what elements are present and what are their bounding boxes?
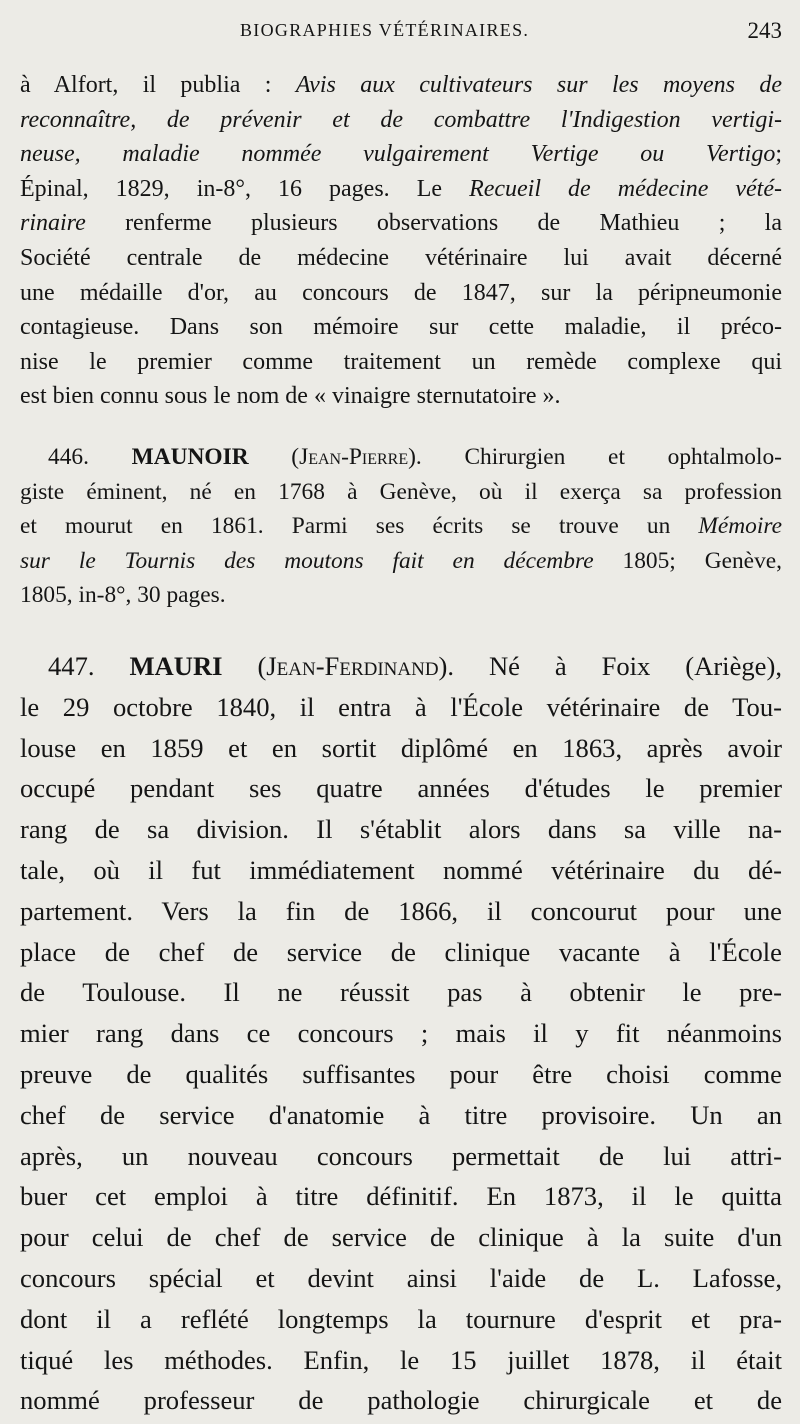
paragraph-mathieu-continuation	[20, 68, 782, 414]
text-line: contagieuse. Dans son mémoire sur cette maladie, il préco-	[20, 314, 782, 341]
text-line: nommé professeur de pathologie chirurgicale et de	[20, 1385, 782, 1416]
line-text: Épinal, 1829, in-8°, 16 pages. Le	[20, 175, 470, 202]
entry-446-maunoir	[20, 440, 782, 613]
text-line: partement. Vers la fin de 1866, il concourut pour une	[20, 895, 782, 926]
entry-heading-line	[20, 646, 782, 687]
text-line: giste éminent, né en 1768 à Genève, où il exerça sa profession	[20, 478, 782, 505]
text-line: occupé pendant ses quatre années d'études le premier	[20, 773, 782, 804]
entry-forename: (Jean-Ferdinand)	[257, 651, 448, 681]
text-line: Société centrale de médecine vétérinaire lui avait décerné	[20, 244, 782, 271]
text-line: concours spécial et devint ainsi l'aide de L. Lafosse,	[20, 1262, 782, 1293]
book-title-text: neuse, maladie nommée vulgairement Vertige ou Vertigo	[20, 141, 776, 168]
text-line: rang de sa division. Il s'établit alors dans sa ville na-	[20, 814, 782, 845]
text-line: une médaille d'or, au concours de 1847, sur la péripneumonie	[20, 279, 782, 306]
text-line	[20, 509, 782, 544]
text-line: place de chef de service de clinique vacante à l'École	[20, 936, 782, 967]
book-title-text: Avis aux cultivateurs sur les moyens de	[295, 72, 782, 98]
entry-number: 447.	[48, 651, 95, 681]
entry-name: MAURI	[129, 651, 223, 681]
text-line: mier rang dans ce concours ; mais il y fit néanmoins	[20, 1018, 782, 1049]
text-line: tale, où il fut immédiatement nommé vétérinaire du dé-	[20, 854, 782, 885]
entry-name: MAUNOIR	[131, 444, 249, 470]
entry-number: 446.	[48, 444, 89, 470]
text-line: tiqué les méthodes. Enfin, le 15 juillet 1878, il était	[20, 1344, 782, 1375]
text-line	[20, 544, 782, 579]
line-text: et mourut en 1861. Parmi ses écrits se trouve un	[20, 513, 699, 540]
page-number: 243	[747, 18, 782, 43]
text-line: 1805, in-8°, 30 pages.	[20, 582, 226, 609]
text-line: le 29 octobre 1840, il entra à l'École vétérinaire de Tou-	[20, 691, 782, 722]
book-title-text: Mémoire	[698, 513, 782, 540]
running-title: BIOGRAPHIES VÉTÉRINAIRES.	[240, 20, 530, 40]
text-line: preuve de qualités suffisantes pour être choisi comme	[20, 1058, 782, 1089]
text-line	[20, 103, 782, 138]
text-line: chef de service d'anatomie à titre provisoire. Un an	[20, 1099, 782, 1130]
text-line: pour celui de chef de service de clinique à la suite d'un	[20, 1222, 782, 1253]
entry-447-mauri	[20, 646, 782, 1421]
entry-heading-line	[20, 440, 782, 475]
line-text: à Alfort, il publia :	[20, 72, 296, 98]
text-line: dont il a reflété longtemps la tournure d'esprit et pra-	[20, 1303, 782, 1334]
line-text: ;	[775, 141, 782, 168]
text-line	[20, 206, 782, 241]
text-line: de Toulouse. Il ne réussit pas à obtenir le pre-	[20, 977, 782, 1008]
running-head	[20, 18, 782, 48]
book-title-text: Recueil de médecine vété-	[469, 175, 782, 202]
text-line	[20, 137, 782, 172]
text-line: est bien connu sous le nom de « vinaigre sternutatoire ».	[20, 383, 561, 410]
text-line	[20, 172, 782, 207]
text-line: buer cet emploi à titre définitif. En 1873, il le quitta	[20, 1181, 782, 1212]
line-text: renferme plusieurs observations de Mathieu ; la	[85, 210, 782, 237]
text-line: nise le premier comme traitement un remède complexe qui	[20, 348, 782, 375]
text-line	[20, 68, 782, 103]
entry-forename: (Jean-Pierre)	[291, 444, 416, 470]
book-title-text: rinaire	[20, 210, 86, 237]
book-title-text: reconnaître, de prévenir et de combattre l'Indigestion vertigi-	[20, 106, 782, 133]
line-text: . Chirurgien et ophtalmolo-	[415, 444, 782, 470]
text-line: louse en 1859 et en sortit diplômé en 1863, après avoir	[20, 732, 782, 763]
line-text: 1805; Genève,	[593, 547, 782, 574]
book-title-text: sur le Tournis des moutons fait en décembre	[20, 547, 594, 574]
line-text: . Né à Foix (Ariège),	[447, 651, 782, 681]
text-line: après, un nouveau concours permettait de lui attri-	[20, 1140, 782, 1171]
